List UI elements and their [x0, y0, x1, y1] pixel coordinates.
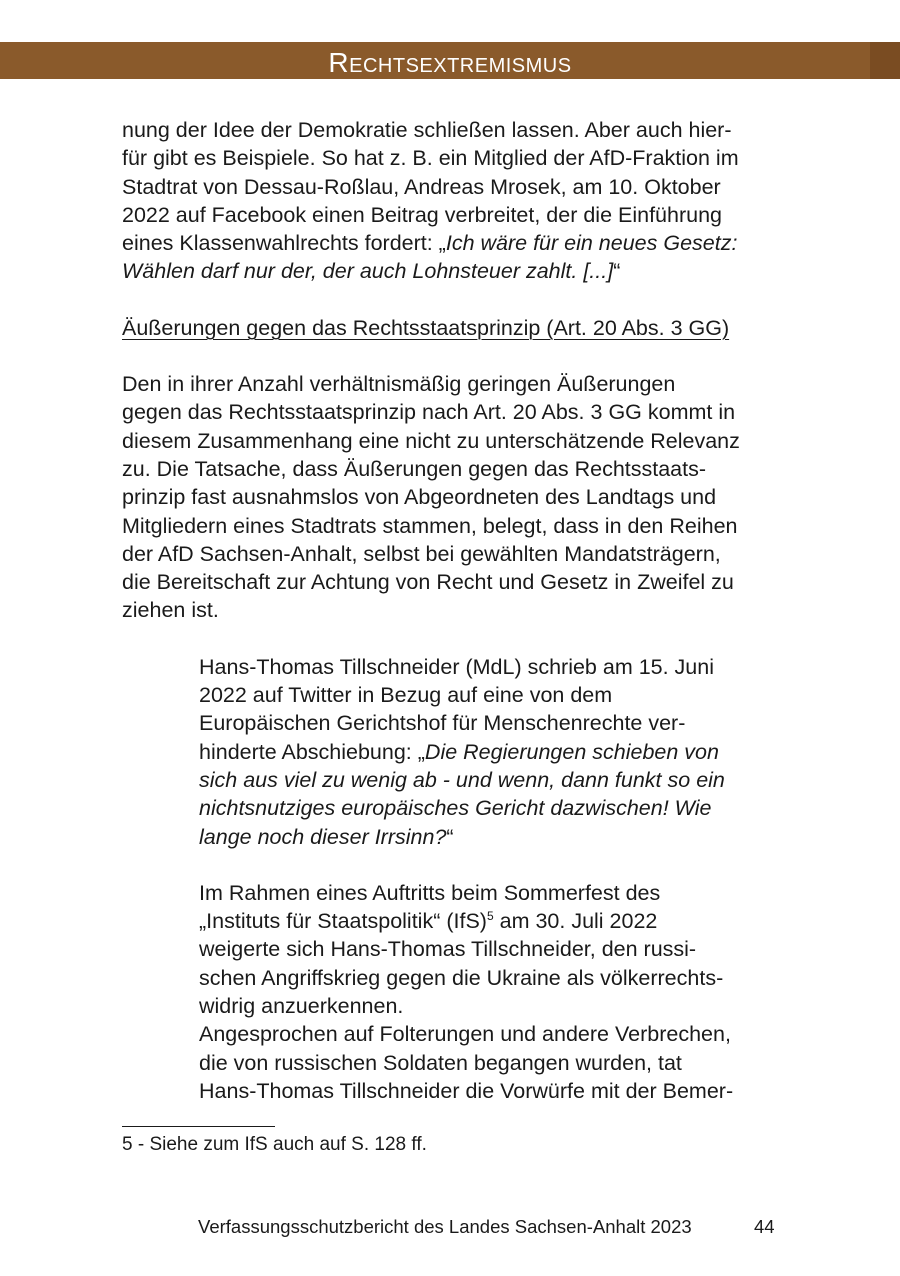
text-line: 2022 auf Facebook einen Beitrag verbreitet, der die Einführung — [122, 202, 723, 227]
text-line: gegen das Rechtsstaatsprinzip nach Art. 20 Abs. 3 GG kommt in — [122, 400, 736, 425]
text-line: ziehen ist. — [122, 598, 219, 623]
text-line: prinzip fast ausnahmslos von Abgeordneten des Landtags und — [122, 485, 717, 510]
text-line: eines Klassenwahlrechts fordert: „ — [122, 231, 446, 256]
paragraph-1 — [122, 116, 782, 286]
text-line: Im Rahmen eines Auftritts beim Sommerfest des — [199, 880, 661, 905]
text-line: Hans-Thomas Tillschneider die Vorwürfe mit der Bemer- — [199, 1078, 734, 1103]
page-number: 44 — [754, 1216, 775, 1237]
footnote: 5 - Siehe zum IfS auch auf S. 128 ff. — [122, 1134, 427, 1155]
footnote-divider — [122, 1126, 275, 1127]
section-heading: Äußerungen gegen das Rechtsstaatsprinzip (Art. 20 Abs. 3 GG) — [122, 315, 730, 340]
text-line: die Bereitschaft zur Achtung von Recht und Gesetz in Zweifel zu — [122, 570, 734, 595]
text-line: 2022 auf Twitter in Bezug auf eine von dem — [199, 683, 613, 708]
text-line: der AfD Sachsen-Anhalt, selbst bei gewählten Mandatsträgern, — [122, 541, 721, 566]
footnote-ref[interactable]: 5 — [486, 908, 494, 923]
quote-text: sich aus viel zu wenig ab - und wenn, dann funkt so ein — [199, 767, 725, 792]
text-line: weigerte sich Hans-Thomas Tillschneider, den russi- — [199, 937, 697, 962]
text-line: Angesprochen auf Folterungen und andere Verbrechen, — [199, 1022, 731, 1047]
indented-quote-2 — [199, 879, 782, 1105]
quote-text: Ich wäre für ein neues Gesetz: — [445, 231, 738, 256]
text-line: Stadtrat von Dessau-Roßlau, Andreas Mrosek, am 10. Oktober — [122, 174, 721, 199]
chapter-title: Rechtsextremismus — [328, 47, 572, 78]
text-line: Mitgliedern eines Stadtrats stammen, belegt, dass in den Reihen — [122, 513, 738, 538]
body-text — [122, 116, 782, 1105]
text-line: widrig anzuerkennen. — [199, 994, 404, 1019]
quote-text: Die Regierungen schieben von — [424, 739, 719, 764]
text-line: „Instituts für Staatspolitik“ (IfS) — [199, 909, 487, 934]
text-line: Europäischen Gerichtshof für Menschenrechte ver- — [199, 711, 686, 736]
text-line: schen Angriffskrieg gegen die Ukraine als völkerrechts- — [199, 965, 724, 990]
text-line: nung der Idee der Demokratie schließen lassen. Aber auch hier- — [122, 118, 732, 142]
quote-text: lange noch dieser Irrsinn? — [199, 824, 447, 849]
text-line: für gibt es Beispiele. So hat z. B. ein Mitglied der AfD-Fraktion im — [122, 146, 739, 171]
text-line: diesem Zusammenhang eine nicht zu unterschätzende Relevanz — [122, 428, 740, 453]
text-line: die von russischen Soldaten begangen wurden, tat — [199, 1050, 682, 1075]
indented-quote-1 — [199, 653, 782, 851]
quote-text: nichtsnutziges europäisches Gericht dazwischen! Wie — [199, 796, 712, 821]
quote-text: Wählen darf nur der, der auch Lohnsteuer zahlt. [...] — [122, 259, 614, 284]
text-line: Hans-Thomas Tillschneider (MdL) schrieb am 15. Juni — [199, 654, 715, 679]
footer-publication: Verfassungsschutzbericht des Landes Sachsen-Anhalt 2023 — [198, 1216, 692, 1237]
quote-close: “ — [613, 259, 621, 284]
text-line: hinderte Abschiebung: „ — [199, 739, 425, 764]
text-line: Den in ihrer Anzahl verhältnismäßig geringen Äußerungen — [122, 372, 676, 397]
text-line: am 30. Juli 2022 — [493, 909, 658, 934]
text-line: zu. Die Tatsache, dass Äußerungen gegen das Rechtsstaats- — [122, 456, 707, 481]
paragraph-2 — [122, 370, 782, 625]
quote-close: “ — [446, 824, 454, 849]
